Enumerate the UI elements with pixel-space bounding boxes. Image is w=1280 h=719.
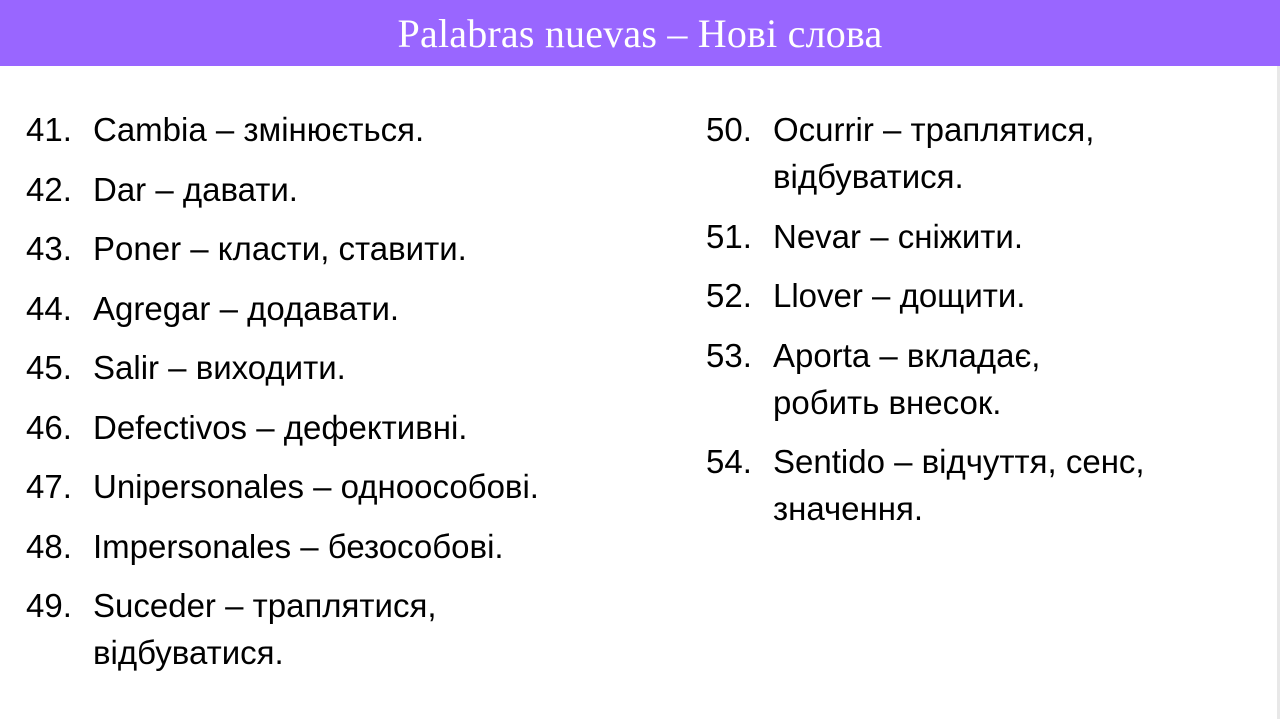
item-text: Dar – давати. — [93, 170, 298, 208]
item-number: 47. — [26, 468, 72, 505]
item-number: 44. — [26, 289, 72, 327]
vocab-item-50 — [706, 106, 1266, 200]
item-number: 49. — [26, 587, 72, 624]
item-text: Impersonales – безособові. — [93, 527, 504, 565]
item-text: Nevar – сніжити. — [773, 217, 1023, 255]
vocab-item-52 — [706, 272, 1266, 319]
item-number: 46. — [26, 408, 72, 446]
item-text: Salir – виходити. — [93, 349, 346, 386]
vocab-item-51 — [706, 213, 1266, 260]
header-bar — [0, 0, 1280, 66]
vocab-item-53 — [706, 332, 1266, 426]
item-text: Cambia – змінюється. — [93, 111, 425, 148]
item-text: Llover – дощити. — [773, 277, 1026, 314]
vocab-item-48 — [26, 523, 666, 570]
item-number: 50. — [706, 111, 752, 148]
item-number: 42. — [26, 170, 72, 208]
item-number: 43. — [26, 230, 72, 267]
item-text: Sentido – відчуття, сенс, значення. — [773, 443, 1145, 527]
item-number: 45. — [26, 349, 72, 386]
vocab-item-45 — [26, 344, 666, 391]
item-text: Ocurrir – траплятися, відбуватися. — [773, 111, 1095, 195]
item-text: Suceder – траплятися, відбуватися. — [93, 587, 437, 671]
item-number: 51. — [706, 217, 752, 255]
item-text: Agregar – додавати. — [93, 289, 400, 327]
vocab-item-43 — [26, 225, 666, 272]
vocab-item-42 — [26, 166, 666, 213]
item-text: Defectivos – дефективні. — [93, 408, 468, 446]
vocab-item-54 — [706, 438, 1266, 532]
vocab-list-left — [26, 106, 666, 689]
item-number: 41. — [26, 111, 72, 148]
item-text: Unipersonales – одноособові. — [93, 468, 539, 505]
slide-title: Palabras nuevas – Нові слова — [397, 10, 883, 56]
item-text: Poner – класти, ставити. — [93, 230, 467, 267]
item-number: 54. — [706, 443, 752, 480]
item-number: 53. — [706, 336, 752, 374]
vocab-item-41 — [26, 106, 666, 153]
vocab-list-right — [706, 106, 1266, 545]
item-text: Aporta – вкладає, робить внесок. — [773, 336, 1041, 421]
item-number: 52. — [706, 277, 752, 314]
vocab-item-49 — [26, 582, 666, 676]
vocab-item-47 — [26, 463, 666, 510]
vocab-item-44 — [26, 285, 666, 332]
item-number: 48. — [26, 527, 72, 565]
vocab-item-46 — [26, 404, 666, 451]
